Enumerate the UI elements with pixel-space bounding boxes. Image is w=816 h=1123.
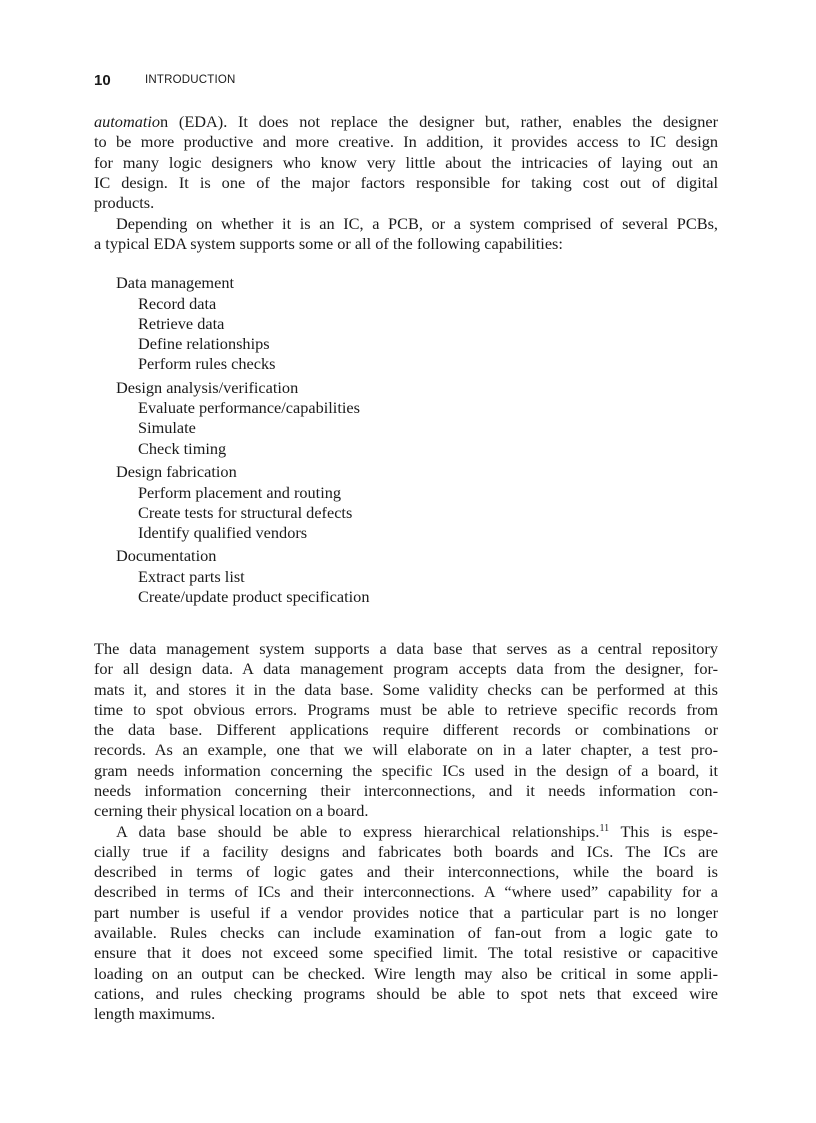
list-item: Create tests for structural defects [138,502,353,522]
list-item: Simulate [138,418,196,438]
text-line: for all design data. A data management program accepts data from the designer, for- [94,659,718,679]
list-item: Record data [138,293,217,313]
capability-group-design-analysis [116,378,369,459]
text-line: The data management system supports a data base that serves as a central repository [94,639,718,658]
group-heading: Data management [116,273,234,292]
text-line: part number is useful if a vendor provides notice that a particular part is no longer [94,902,718,922]
text-line: a typical EDA system supports some or all of the following capabilities: [94,233,563,253]
list-item: Retrieve data [138,313,225,333]
text-line: needs information concerning their interconnections, and it needs information con- [94,781,718,801]
text-line: gram needs information concerning the specific ICs used in the design of a board, it [94,760,718,780]
list-item: Check timing [138,438,227,458]
text-line: records. As an example, one that we will elaborate on in a later chapter, a test pro- [94,740,718,760]
group-heading: Design analysis/verification [116,377,299,397]
text-line: time to spot obvious errors. Programs must be able to retrieve specific records from [94,699,718,719]
text-line: mats it, and stores it in the data base. Some validity checks can be performed at this [94,679,718,699]
text-line: IC design. It is one of the major factors responsible for taking cost out of digital [94,172,718,192]
text-line: ensure that it does not exceed some specified limit. The total resistive or capacitive [94,943,718,963]
chapter-title: INTRODUCTION [145,74,236,86]
text-line: for many logic designers who know very little about the intricacies of laying out an [94,152,718,172]
capability-group-documentation [116,546,369,607]
paragraph-capabilities-intro [94,214,718,255]
text-line: described in terms of ICs and their interconnections. A “where used” capability for a [94,882,718,902]
group-heading: Documentation [116,546,217,566]
group-heading: Design fabrication [116,462,237,482]
text-line: the data base. Different applications require different records or combinations or [94,720,718,740]
list-item: Define relationships [138,334,270,354]
text-line: to be more productive and more creative. In addition, it provides access to IC design [94,132,718,152]
text-line: automation (EDA). It does not replace the designer but, rather, enables the designer [94,112,718,131]
text-line: cations, and rules checking programs should be able to spot nets that exceed wire [94,983,718,1003]
text-line: A data base should be able to express hierarchical relationships.$^{11}$ This is espe- [116,821,718,841]
capability-group-data-management [116,273,369,375]
text-line: length maximums. [94,1004,216,1024]
paragraph-hierarchical-relationships [94,822,718,1025]
italic-term: automatio [94,112,161,131]
list-item: Identify qualified vendors [138,523,308,543]
capabilities-list [116,273,369,608]
text-line: cially true if a facility designs and fabricates both boards and ICs. The ICs are [94,841,718,861]
text-line: cerning their physical location on a board. [94,801,369,821]
paragraph-eda-intro [94,112,718,213]
list-item: Perform rules checks [138,354,276,374]
page-number: 10 [94,72,111,89]
capability-group-design-fabrication [116,462,369,543]
list-item: Perform placement and routing [138,482,341,502]
list-item: Evaluate performance/capabilities [138,398,360,418]
text-line: Depending on whether it is an IC, a PCB, or a system comprised of several PCBs, [116,213,718,233]
text-line: loading on an output can be checked. Wire length may also be critical in some appli- [94,963,718,983]
footnote-reference[interactable]: 11 [599,822,610,834]
list-item: Extract parts list [138,566,245,586]
paragraph-data-management [94,639,718,822]
text-line: available. Rules checks can include examination of fan-out from a logic gate to [94,922,718,942]
text-line: products. [94,193,155,213]
text-line: described in terms of logic gates and their interconnections, while the board is [94,862,718,882]
list-item: Create/update product specification [138,587,370,607]
